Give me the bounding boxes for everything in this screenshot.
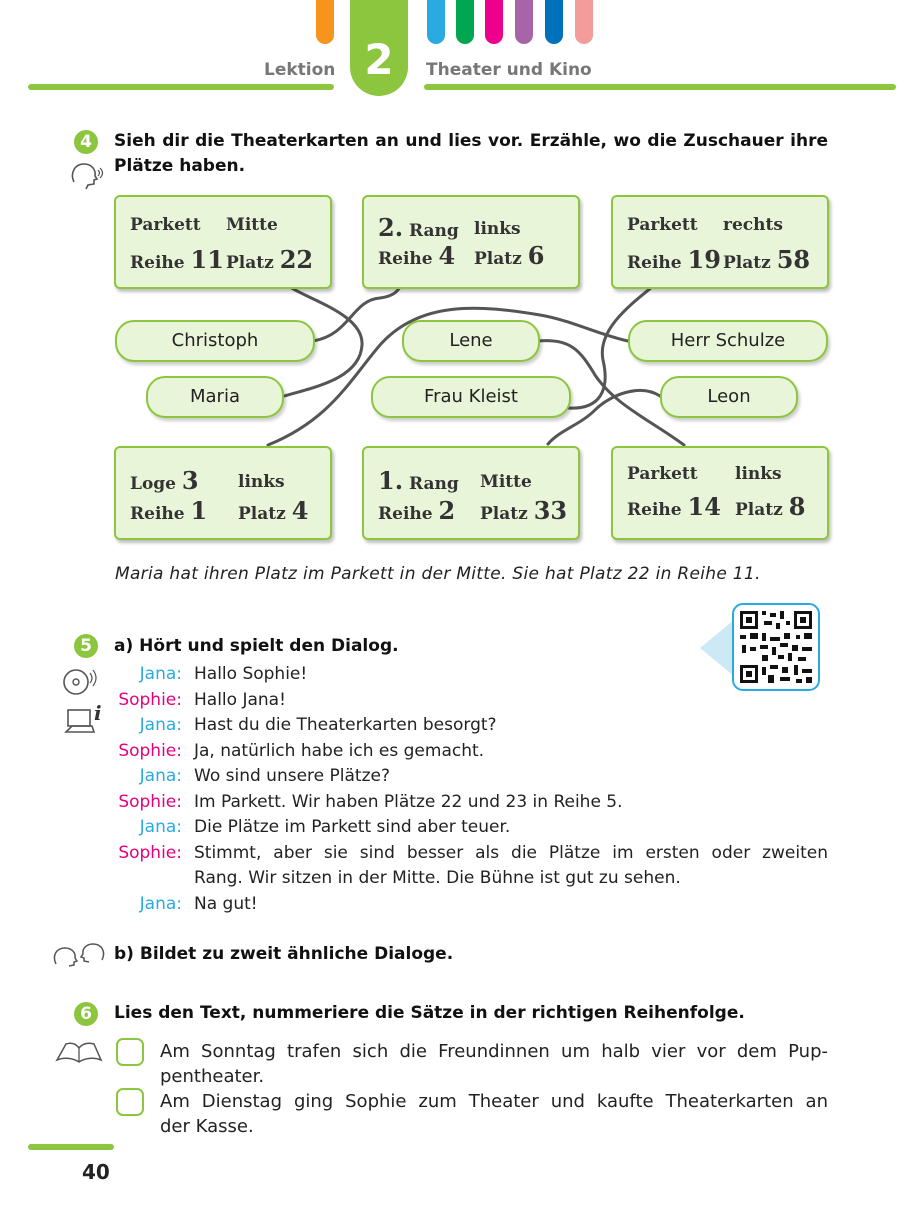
lesson-topic: Theater und Kino [426, 60, 592, 80]
dialog-text: Hast du die Theaterkarten besorgt? [194, 715, 497, 735]
lektion-label: Lektion [264, 60, 336, 80]
name-label: Leon [660, 376, 798, 418]
dialog-text: Die Plätze im Parkett sind aber teuer. [194, 817, 511, 837]
dialog-text: Hallo Jana! [194, 689, 286, 710]
speaker: Sophie: [118, 791, 182, 812]
open-book-icon [54, 1036, 104, 1066]
order-checkbox[interactable] [116, 1038, 144, 1066]
sentence: Am Sonntag trafen sich die Freundinnen um halb vier vor dem Pup- pentheater. [160, 1041, 828, 1087]
page-number: 40 [82, 1160, 110, 1184]
theater-ticket: Parkett rechts Reihe 19 Platz 58 [611, 195, 829, 289]
svg-text:i: i [94, 701, 102, 725]
dialog-text: Hallo Sophie! [194, 664, 308, 684]
name-label: Frau Kleist [371, 376, 571, 418]
theater-ticket: Parkett links Reihe 14 Platz 8 [611, 446, 829, 540]
exercise-5b-task: b) Bildet zu zweit ähnliche Dialoge. [114, 944, 454, 964]
speaker: Jana: [139, 893, 182, 914]
name-label: Maria [146, 376, 284, 418]
theater-ticket: 2. Rang links Reihe 4 Platz 6 [362, 195, 580, 289]
pair-talk-icon [52, 940, 106, 970]
speaker: Sophie: [118, 740, 182, 761]
speaker: Sophie: [118, 842, 182, 863]
exercise-number: 4 [74, 130, 98, 154]
computer-info-icon [64, 700, 106, 738]
audio-cd-icon [60, 665, 102, 697]
footer-line [28, 1144, 114, 1150]
dialog-text: Wo sind unsere Plätze? [194, 766, 390, 786]
dialog-text: Im Parkett. Wir haben Plätze 22 und 23 in Reihe 5. [194, 791, 623, 812]
speaker: Jana: [139, 766, 182, 786]
theater-ticket: 1. Rang Mitte Reihe 2 Platz 33 [362, 446, 580, 540]
speaker: Sophie: [118, 689, 182, 710]
speaker: Jana: [139, 817, 182, 837]
example-sentence: Maria hat ihren Platz im Parkett in der Mitte. Sie hat Platz 22 in Reihe 11. [115, 564, 761, 584]
exercise-4-instruction: Sieh dir die Theaterkarten an und lies vor. Erzähle, wo die Zuschauer ihre Plätze haben. [114, 131, 828, 176]
exercise-6-instruction: Lies den Text, nummeriere die Sätze in der richtigen Reihenfolge. [114, 1003, 745, 1023]
order-checkbox[interactable] [116, 1088, 144, 1116]
theater-ticket: Parkett Mitte Reihe 11 Platz 22 [114, 195, 332, 289]
dialog-text: Ja, natürlich habe ich es gemacht. [194, 740, 485, 761]
exercise-5a-task: a) Hört und spielt den Dialog. [114, 636, 399, 656]
exercise-number: 6 [74, 1002, 98, 1026]
speaker: Jana: [139, 715, 182, 735]
dialog-text: Stimmt, aber sie sind besser als die Plätze im ersten oder zweiten [194, 842, 828, 863]
name-label: Lene [402, 320, 540, 362]
sentence: Am Dienstag ging Sophie zum Theater und kaufte Theaterkarten an der Kasse. [160, 1091, 828, 1137]
lesson-number-badge: 2 [350, 0, 408, 96]
theater-ticket: Loge 3 links Reihe 1 Platz 4 [114, 446, 332, 540]
name-label: Christoph [115, 320, 315, 362]
dialog-text: Rang. Wir sitzen in der Mitte. Die Bühne ist gut zu sehen. [194, 868, 681, 888]
dialog-text: Na gut! [194, 893, 258, 914]
exercise-number: 5 [74, 634, 98, 658]
speaker: Jana: [139, 664, 182, 684]
name-label: Herr Schulze [628, 320, 828, 362]
